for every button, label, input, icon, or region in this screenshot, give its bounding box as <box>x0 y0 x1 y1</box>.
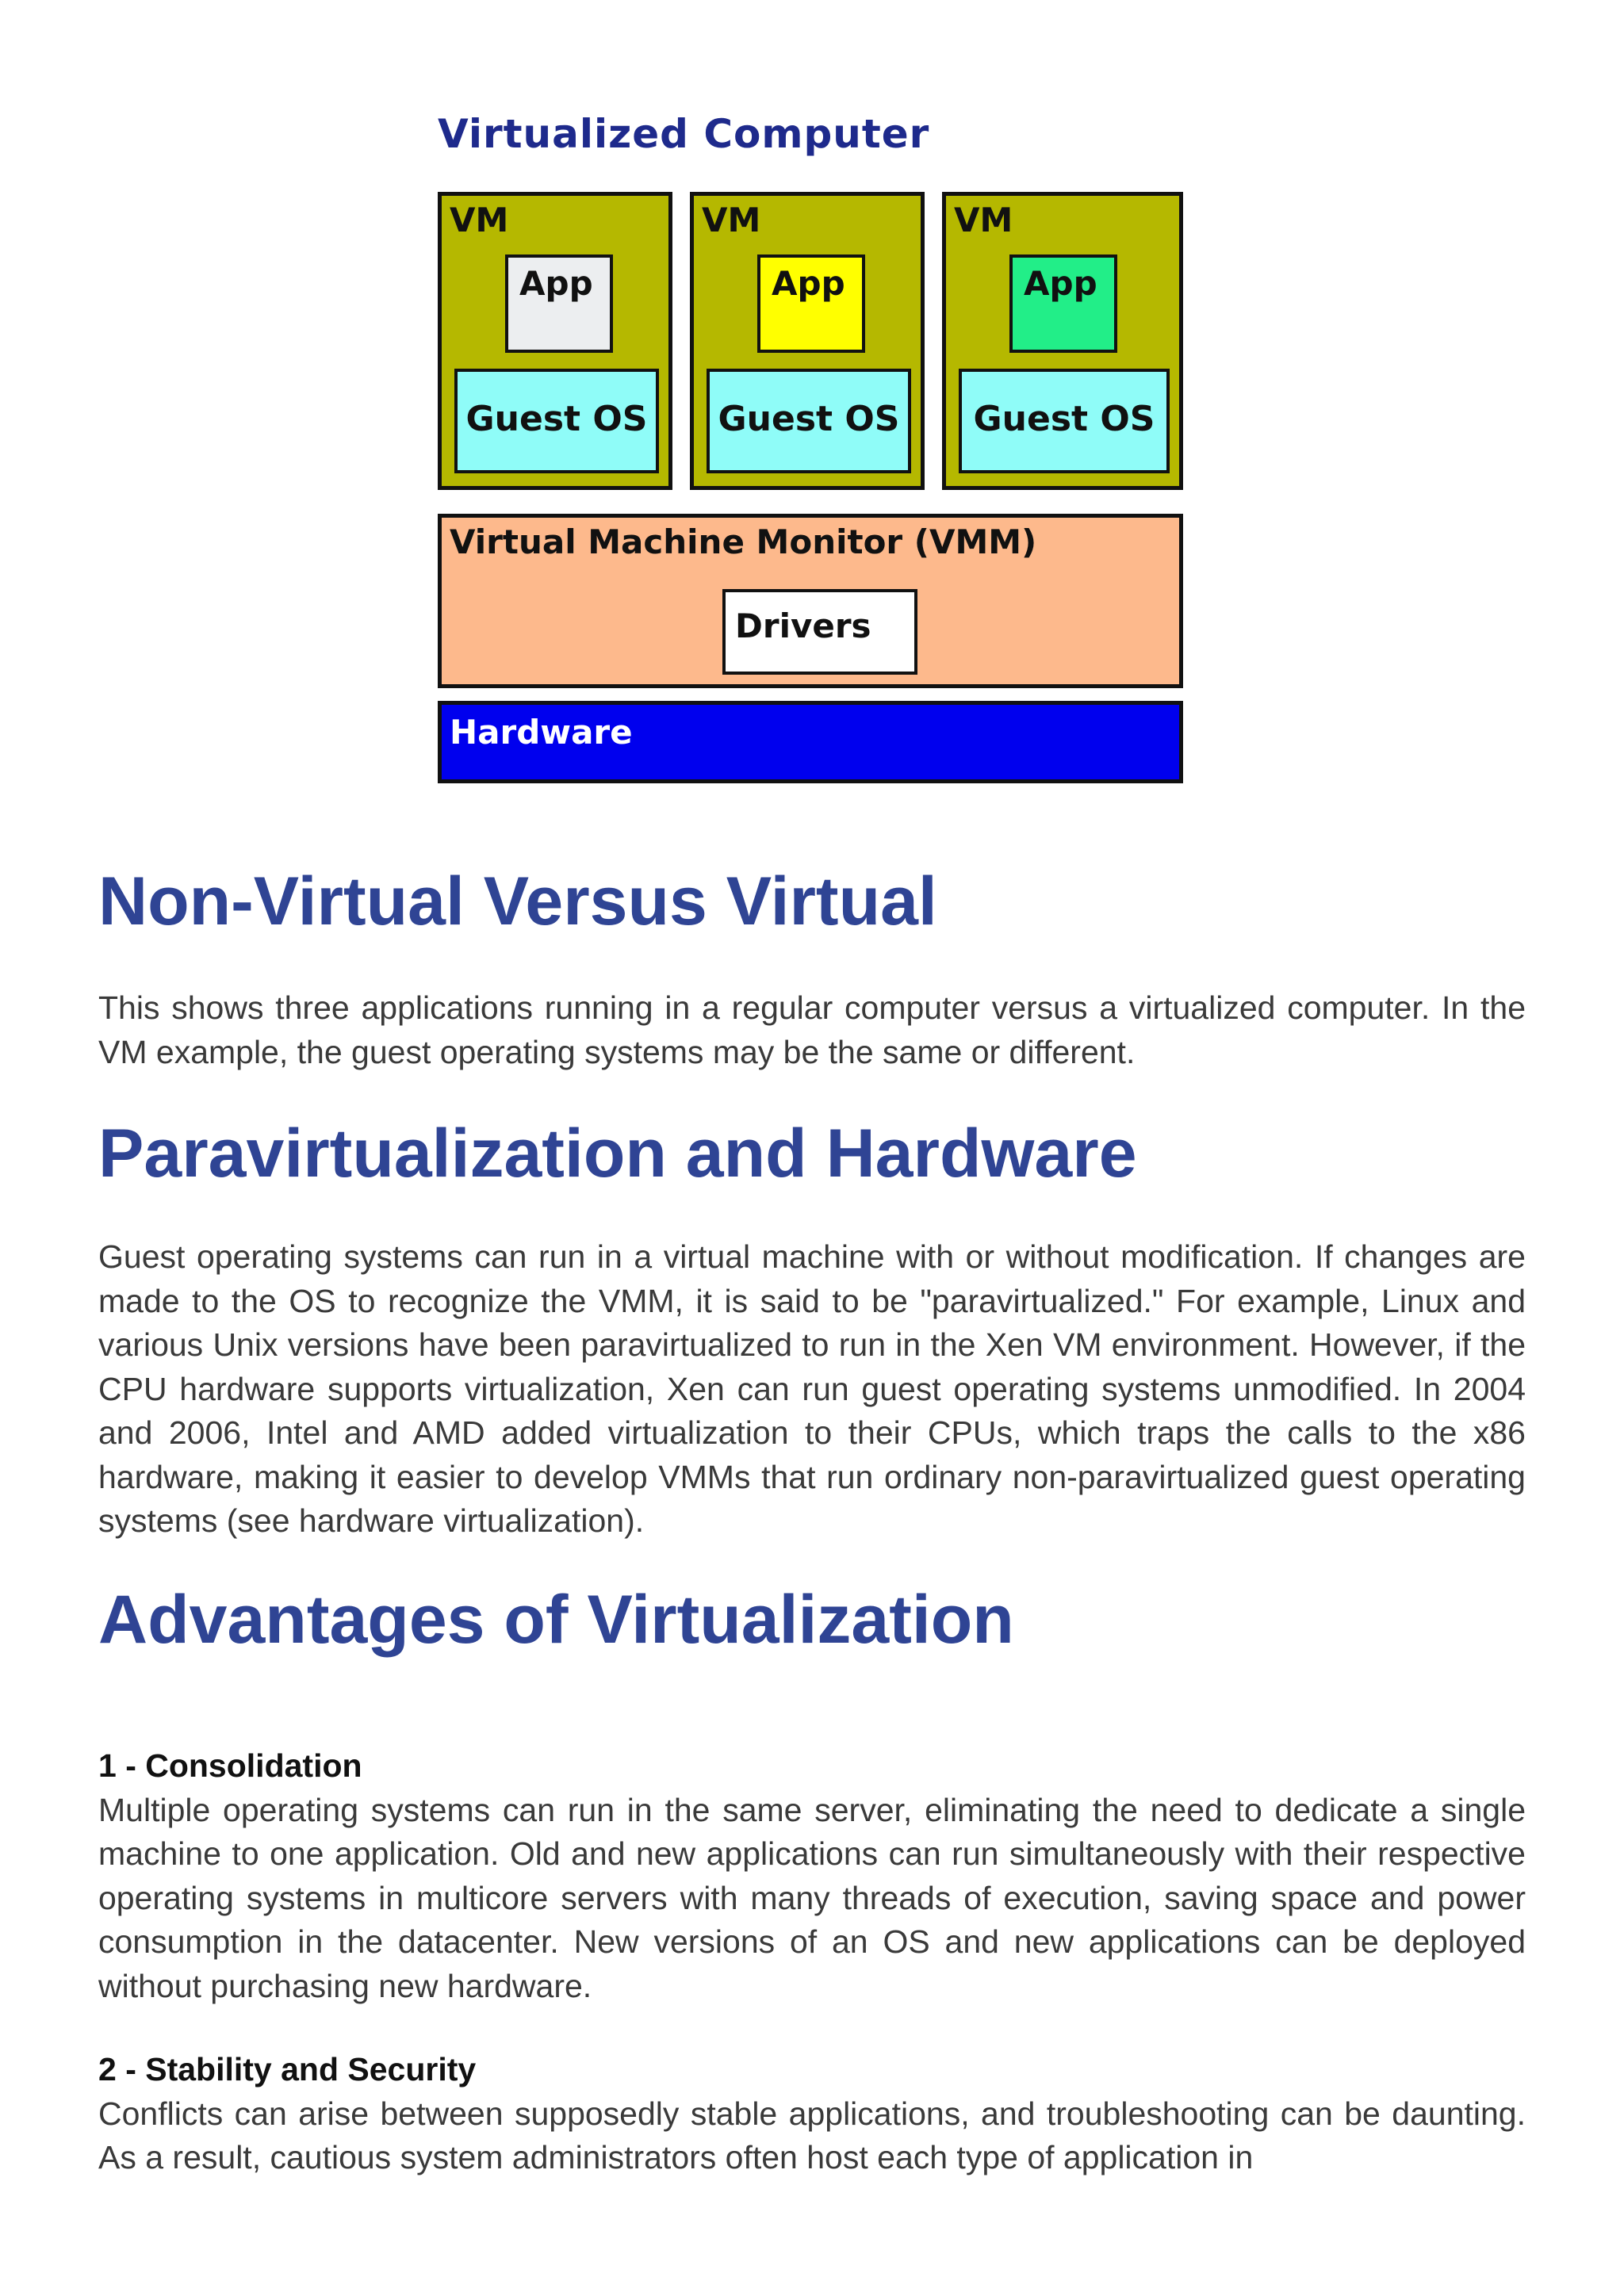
guest-os-box-2 <box>707 369 911 473</box>
section-heading: Paravirtualization and Hardware <box>98 1115 1137 1192</box>
vmm-label: Virtual Machine Monitor (VMM) <box>450 522 1037 561</box>
guest-os-label: Guest OS <box>718 399 900 439</box>
virtualization-diagram <box>438 103 1186 793</box>
advantage-title: 2 - Stability and Security <box>98 2051 477 2087</box>
guest-os-box-1 <box>454 369 659 473</box>
app-box-2 <box>757 254 865 353</box>
vm-label: VM <box>954 201 1013 239</box>
diagram-title: Virtualized Computer <box>438 111 930 157</box>
app-label: App <box>772 264 845 303</box>
section-paravirtualization-body <box>98 1235 1526 1544</box>
section-advantages <box>98 1582 1526 1658</box>
guest-os-box-3 <box>959 369 1170 473</box>
app-label: App <box>519 264 593 303</box>
advantage-text: Conflicts can arise between supposedly stable applications, and troubleshooting can be daunting. As a result, cautious system administrators often host each type of application in <box>98 2095 1526 2175</box>
advantage-item-2 <box>98 2048 1526 2180</box>
vm-label: VM <box>450 201 509 239</box>
vm-box-3 <box>942 192 1183 490</box>
section-paragraph: Guest operating systems can run in a virtual machine with or without modification. If changes are made to the OS to recognize the VMM, it is said to be "paravirtualized." For example, Linux and various Unix versions have been paravirtualized to run in the Xen VM environment. However, if the CPU hardware supports virtualization, Xen can run guest operating systems unmodified. In 2004 and 2006, Intel and AMD added virtualization to their CPUs, which traps the calls to the x86 hardware, making it easier to develop VMMs that run ordinary non-paravirtualized guest operating systems (see hardware virtualization). <box>98 1238 1526 1539</box>
advantage-item-1 <box>98 1744 1526 2008</box>
app-box-1 <box>505 254 613 353</box>
hardware-label: Hardware <box>450 713 633 752</box>
vm-box-1 <box>438 192 672 490</box>
advantage-title: 1 - Consolidation <box>98 1747 362 1784</box>
section-heading: Advantages of Virtualization <box>98 1582 1014 1658</box>
app-box-3 <box>1009 254 1117 353</box>
section-non-virtual <box>98 864 1526 939</box>
guest-os-label: Guest OS <box>973 399 1155 439</box>
guest-os-label: Guest OS <box>465 399 648 439</box>
vm-box-2 <box>690 192 925 490</box>
app-label: App <box>1024 264 1097 303</box>
drivers-label: Drivers <box>735 607 871 645</box>
drivers-box <box>722 589 917 675</box>
section-non-virtual-body <box>98 986 1526 1074</box>
vmm-box <box>438 514 1183 688</box>
hardware-box <box>438 701 1183 783</box>
section-heading: Non-Virtual Versus Virtual <box>98 863 937 939</box>
section-paravirtualization <box>98 1116 1526 1192</box>
section-paragraph: This shows three applications running in a regular computer versus a virtualized computer. In the VM example, the guest operating systems may be the same or different. <box>98 989 1526 1070</box>
advantage-text: Multiple operating systems can run in the same server, eliminating the need to dedicate a single machine to one application. Old and new applications can run simultaneously with their respective operating systems in multicore servers with many threads of execution, saving space and power consumption in the datacenter. New versions of an OS and new applications can be deployed without purchasing new hardware. <box>98 1791 1526 2004</box>
vm-label: VM <box>702 201 761 239</box>
